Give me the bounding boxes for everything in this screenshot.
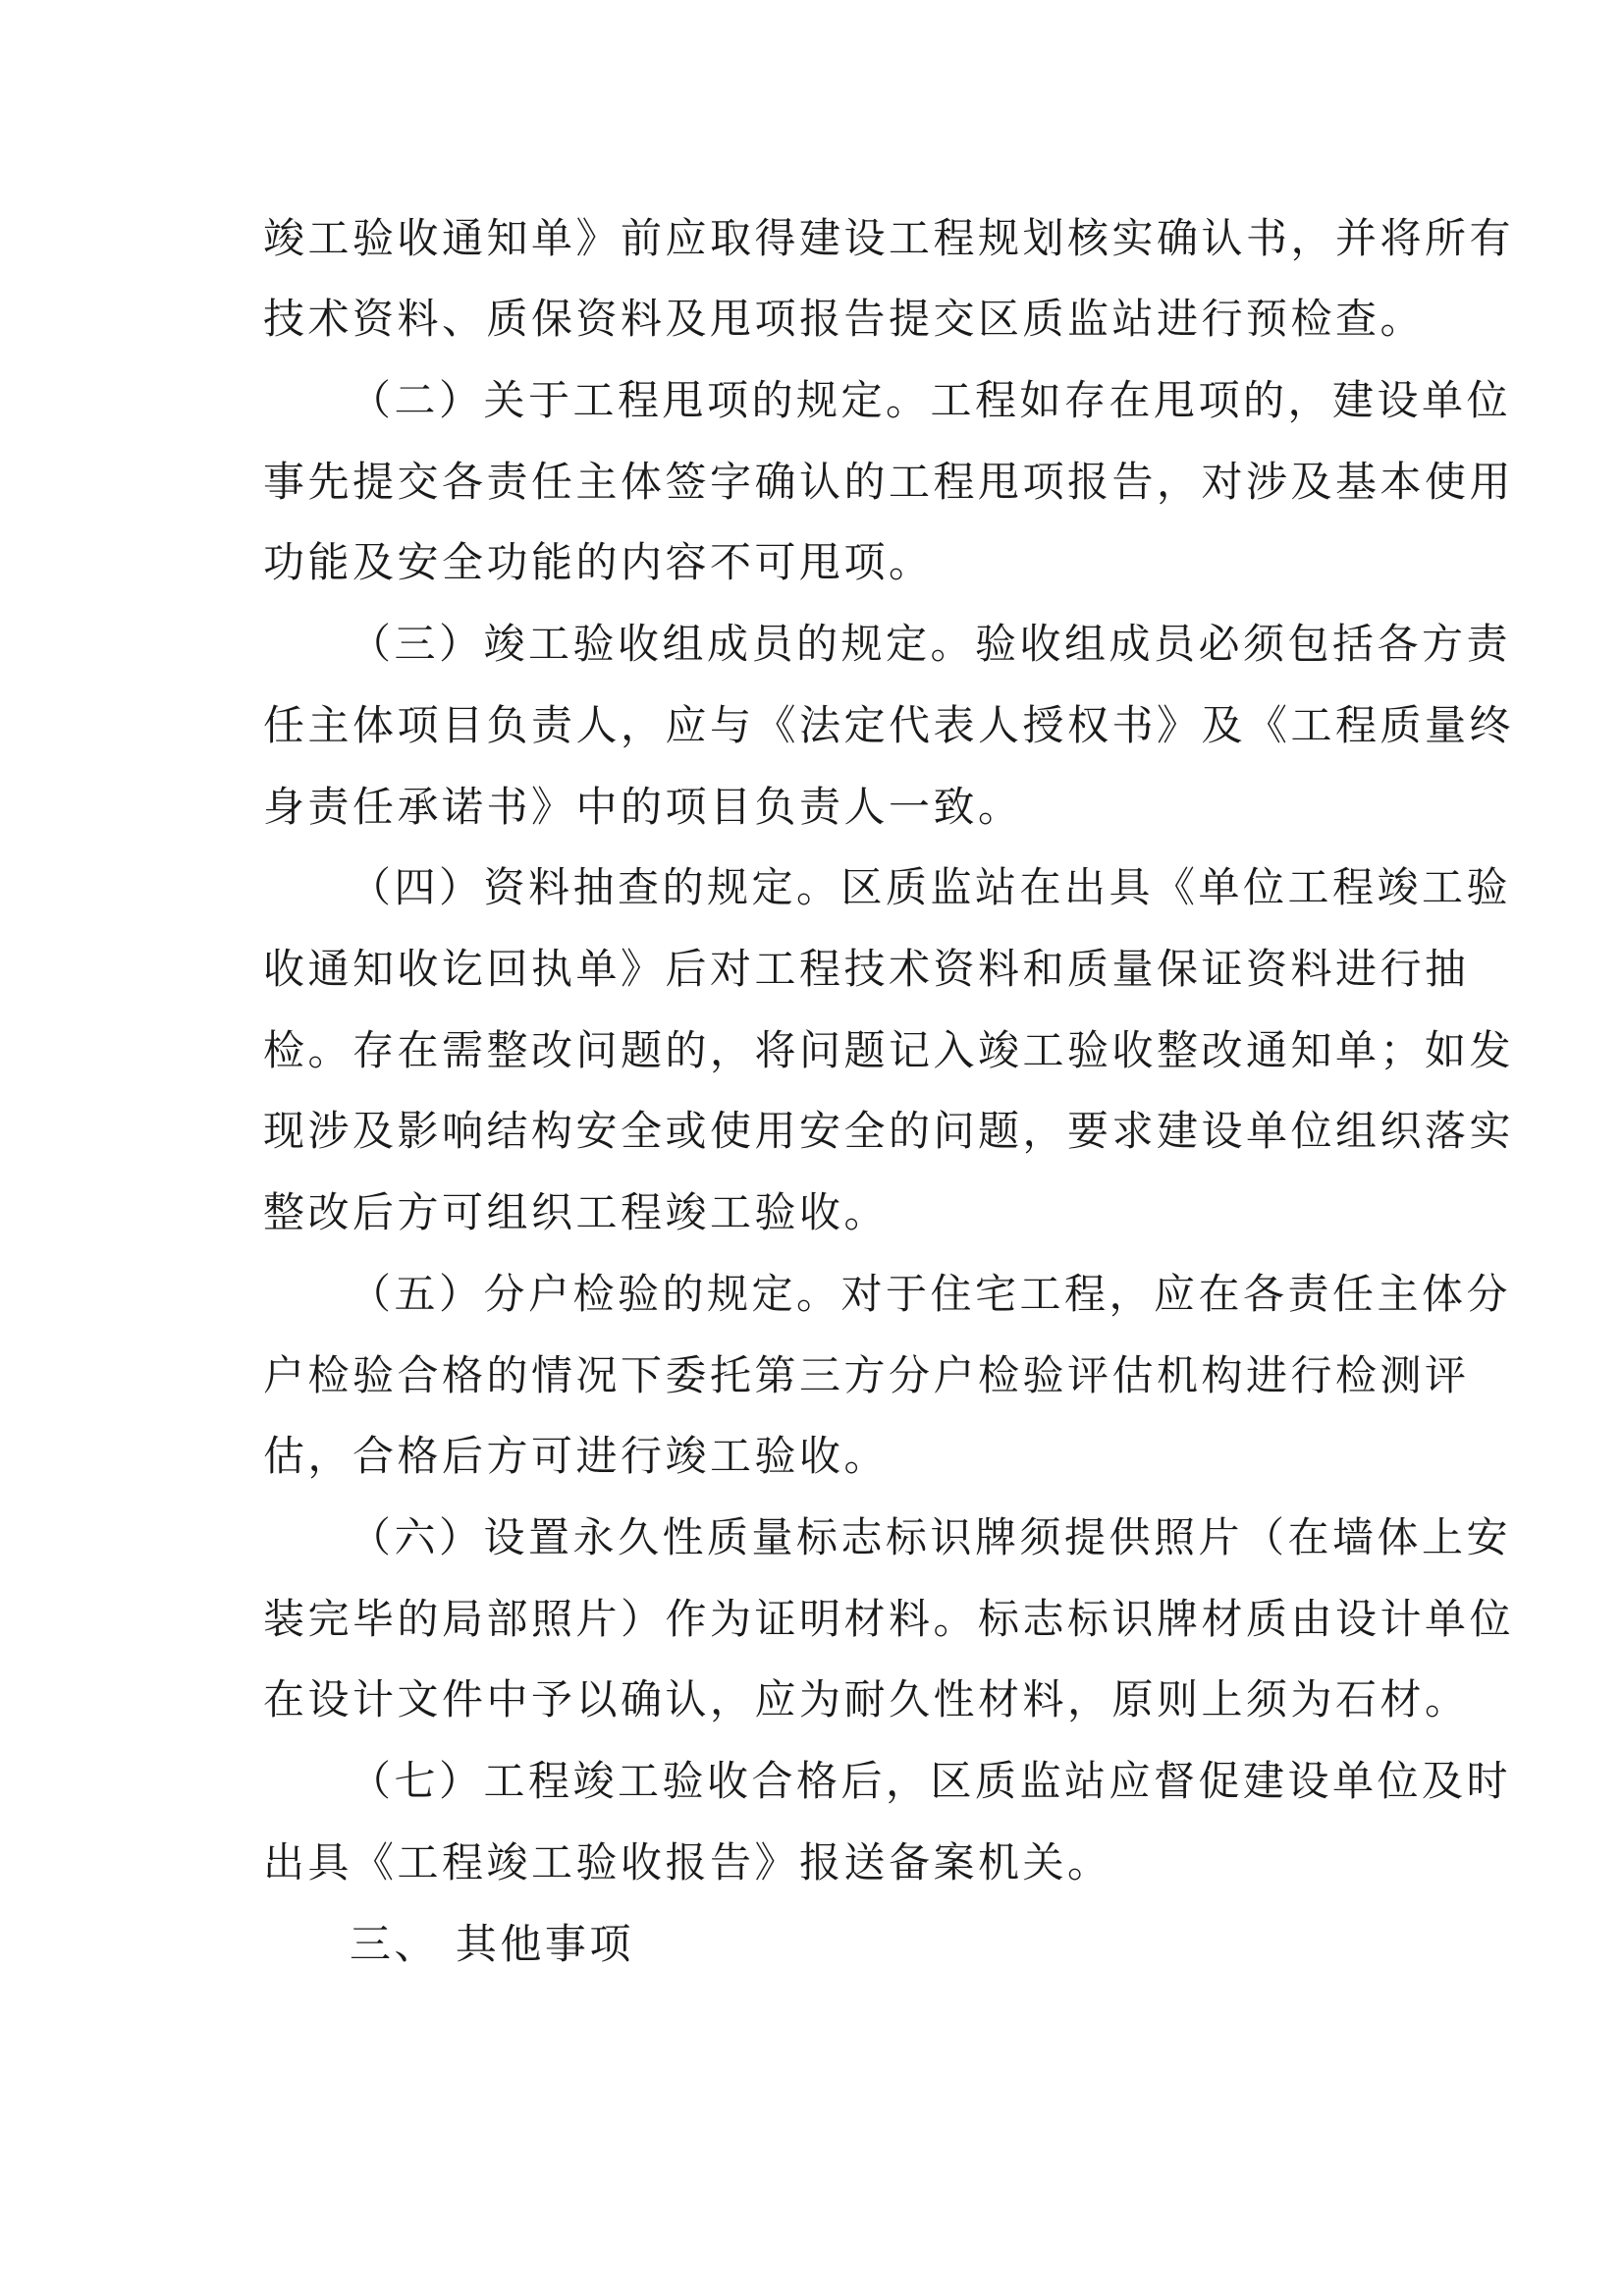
paragraph-6-line: （六）设置永久性质量标志标识牌须提供照片（在墙体上安 xyxy=(350,1513,1512,1561)
paragraph-7-line: （七）工程竣工验收合格后，区质监站应督促建设单位及时 xyxy=(350,1757,1512,1805)
text-line: 功能及安全功能的内容不可甩项。 xyxy=(263,538,934,586)
text-line: 技术资料、质保资料及甩项报告提交区质监站进行预检查。 xyxy=(263,295,1426,343)
text-line: 估，合格后方可进行竣工验收。 xyxy=(263,1432,890,1480)
text-line: 事先提交各责任主体签字确认的工程甩项报告，对涉及基本使用 xyxy=(263,458,1515,506)
text-line: 任主体项目负责人，应与《法定代表人授权书》及《工程质量终 xyxy=(263,701,1515,749)
paragraph-3-line: （三）竣工验收组成员的规定。验收组成员必须包括各方责 xyxy=(350,620,1512,668)
text-line: 整改后方可组织工程竣工验收。 xyxy=(263,1188,890,1236)
text-line: 竣工验收通知单》前应取得建设工程规划核实确认书，并将所有 xyxy=(263,214,1515,262)
text-line: 现涉及影响结构安全或使用安全的问题，要求建设单位组织落实 xyxy=(263,1107,1515,1155)
section-heading: 三、 其他事项 xyxy=(350,1920,634,1968)
paragraph-2-line: （二）关于工程甩项的规定。工程如存在甩项的，建设单位 xyxy=(350,376,1512,424)
text-line: 出具《工程竣工验收报告》报送备案机关。 xyxy=(263,1838,1112,1886)
text-line: 户检验合格的情况下委托第三方分户检验评估机构进行检测评 xyxy=(263,1351,1470,1399)
text-line: 装完毕的局部照片）作为证明材料。标志标识牌材质由设计单位 xyxy=(263,1595,1515,1643)
paragraph-4-line: （四）资料抽查的规定。区质监站在出具《单位工程竣工验 xyxy=(350,863,1512,911)
text-line: 收通知收讫回执单》后对工程技术资料和质量保证资料进行抽 xyxy=(263,945,1470,993)
paragraph-5-line: （五）分户检验的规定。对于住宅工程，应在各责任主体分 xyxy=(350,1270,1512,1318)
text-line: 检。存在需整改问题的，将问题记入竣工验收整改通知单；如发 xyxy=(263,1026,1515,1074)
text-line: 在设计文件中予以确认，应为耐久性材料，原则上须为石材。 xyxy=(263,1675,1470,1723)
text-line: 身责任承诺书》中的项目负责人一致。 xyxy=(263,783,1023,831)
